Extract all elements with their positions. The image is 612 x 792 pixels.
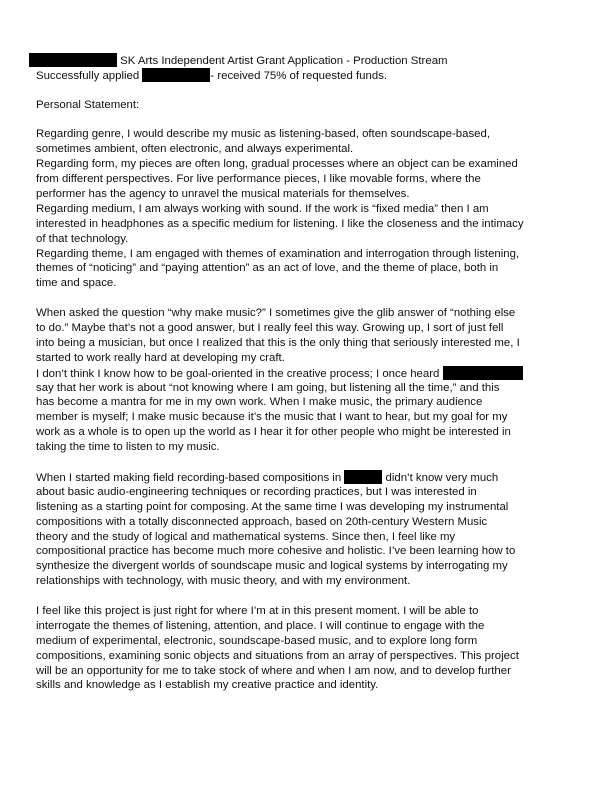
applied-prefix: Successfully applied (36, 69, 140, 82)
paragraph-line: interested in headphones as a specific medium for listening. I like the closeness and the intimacy (36, 217, 524, 230)
spacer (36, 291, 550, 306)
paragraph-line: Regarding theme, I am engaged with themes of examination and interrogation through listening, (36, 247, 520, 260)
paragraph-line: When asked the question “why make music?” I sometimes give the glib answer of “nothing else (36, 307, 516, 320)
document-page (36, 53, 550, 693)
paragraph-line: compositional practice has become much more cohesive and holistic. I’ve been learning how to (36, 545, 516, 558)
paragraph-line: from different perspectives. For live performance pieces, I like movable forms, where the (36, 173, 481, 186)
paragraph-artistic-practice (36, 127, 550, 291)
paragraph-line: compositions with a totally disconnected approach, based on 20th-century Western Music (36, 515, 488, 528)
section-heading: Personal Statement: (36, 98, 140, 111)
spacer (36, 455, 550, 470)
paragraph-line (36, 366, 550, 381)
paragraph-line: Regarding genre, I would describe my music as listening-based, often soundscape-based, (36, 128, 490, 141)
paragraph-line: Regarding medium, I am always working with sound. If the work is “fixed media” then I am (36, 202, 489, 215)
paragraph-line: sometimes ambient, often electronic, and always experimental. (36, 143, 354, 156)
paragraph-line: started to work really hard at developing my craft. (36, 351, 285, 364)
paragraph-line: member is myself; I make music because it’s the music that I want to hear, but my goal for my (36, 411, 508, 424)
paragraph-line: listening as a starting point for composing. At the same time I was developing my instrumental (36, 500, 509, 513)
paragraph-line: relationships with technology, with music theory, and with my environment. (36, 575, 411, 588)
redaction-block (344, 470, 382, 484)
application-title: SK Arts Independent Artist Grant Application - Production Stream (120, 55, 448, 67)
paragraph-line: has become a mantra for me in my own work. When I make music, the primary audience (36, 396, 483, 409)
paragraph-line: synthesize the divergent worlds of soundscape music and logical systems by interrogating my (36, 560, 508, 573)
paragraph-line: skills and knowledge as I establish my creative practice and identity. (36, 679, 379, 692)
paragraph-line: of that technology. (36, 232, 129, 245)
paragraph-line: work as a whole is to open up the world as I hear it for other people who might be interested in (36, 426, 511, 439)
application-status-line (36, 68, 550, 83)
spacer (36, 113, 550, 128)
paragraph-line: compositions, examining sonic objects and situations from an array of perspectives. This project (36, 649, 519, 662)
redaction-block (443, 366, 523, 380)
application-title-line (29, 53, 543, 68)
paragraph-line: Regarding form, my pieces are often long, gradual processes where an object can be examined (36, 158, 518, 171)
applied-suffix: - received 75% of requested funds. (210, 69, 388, 82)
paragraph-line: theory and the study of logical and mathematical systems. Since then, I feel like my (36, 530, 456, 543)
paragraph-line: about basic audio-engineering techniques or recording practices, but I was interested in (36, 485, 477, 498)
paragraph-line: into being a musician, but once I realized that this is the only thing that seriously interested me, I (36, 336, 520, 349)
paragraph-line: themes of “noticing” and “paying attention” as an act of love, and the theme of place, both in (36, 262, 499, 275)
paragraph-line (36, 470, 550, 485)
paragraph-why-music (36, 306, 550, 455)
paragraph-line: medium of experimental, electronic, soundscape-based music, and to explore long form (36, 634, 478, 647)
paragraph-field-recording (36, 470, 550, 589)
spacer (36, 83, 550, 98)
paragraph-line: to do.” Maybe that’s not a good answer, but I really feel this way. Growing up, I sort of just fell (36, 322, 504, 335)
paragraph-line: time and space. (36, 277, 117, 290)
paragraph-line: interrogate the themes of listening, attention, and place. I will continue to engage with the (36, 619, 485, 632)
heard-prefix: I don’t think I know how to be goal-oriented in the creative process; I once heard (36, 367, 440, 380)
field-recording-suffix: didn’t know very much (385, 471, 499, 484)
paragraph-line: performer has the agency to unravel the musical materials for themselves. (36, 188, 410, 201)
spacer (36, 589, 550, 604)
paragraph-line: I feel like this project is just right for where I’m at in this present moment. I will be able to (36, 604, 479, 617)
paragraph-line: will be an opportunity for me to take stock of where and when I am now, and to develop further (36, 664, 511, 677)
redaction-block (142, 68, 210, 82)
paragraph-project-fit (36, 604, 550, 693)
field-recording-prefix: When I started making field recording-based compositions in (36, 471, 342, 484)
paragraph-line: taking the time to listen to my music. (36, 441, 220, 454)
redaction-block (29, 53, 117, 67)
paragraph-line: say that her work is about “not knowing where I am going, but listening all the time,” and this (36, 381, 500, 394)
